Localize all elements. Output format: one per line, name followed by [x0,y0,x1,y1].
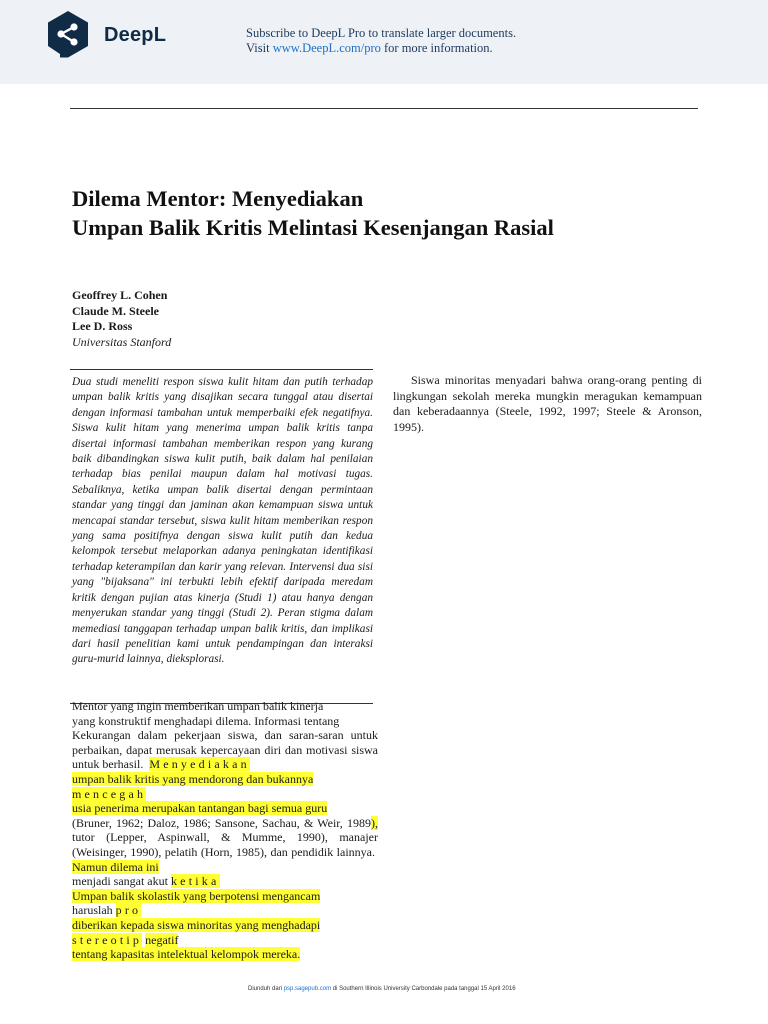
highlight: Umpan balik skolastik yang berpotensi mengancam [72,888,321,903]
body-line: Mentor yang ingin memberikan umpan balik kinerja [72,699,324,713]
highlight: umpan balik kritis yang mendorong dan bukannya [72,771,314,786]
body-line: haruslah pro [72,903,142,918]
highlight: negatif [145,932,179,947]
body-paragraph: Kekurangan dalam pekerjaan siswa, dan saran-saran untuk perbaikan, dapat merusak kepercayaan diri dan motivasi siswa untuk berhasil. Menyediakan [72,728,378,772]
highlight: stereotip [72,932,143,947]
highlight: mencegah [72,786,147,801]
body-line [72,801,378,816]
author-name: Claude M. Steele [72,303,159,318]
body-line [72,889,378,904]
body-line [72,918,378,933]
author-name: Geoffrey L. Cohen [72,288,168,302]
paper-title: Dilema Mentor: Menyediakan Umpan Balik Kritis Melintasi Kesenjangan Rasial [72,186,554,240]
abstract-rule [70,369,373,370]
highlight: Namun dilema ini [72,859,159,874]
promo-line-1: Subscribe to DeepL Pro to translate larger documents. [246,26,517,40]
highlight: Menyediakan [149,757,250,772]
top-rule [70,108,698,109]
body-line: yang konstruktif menghadapi dilema. Informasi tentang [72,713,340,728]
body-line: menjadi sangat akut ketika [72,874,220,889]
body-text [72,699,378,962]
deepl-pro-link[interactable]: www.DeepL.com/pro [272,41,381,55]
body-line [72,933,378,948]
highlight: ketika [170,874,220,889]
deepl-brand-name: DeepL [104,23,167,46]
body-paragraph: (Bruner, 1962; Daloz, 1986; Sansone, Sachau, & Weir, 1989), tutor (Lepper, Aspinwall, & Mumme, 1990), manajer (Weisinger, 1990), pelatih (Horn, 1985), dan pendidik lainnya. Namun dilema ini [72,815,378,874]
highlight: pro [115,903,142,918]
deepl-logo[interactable] [46,10,166,60]
body-line [72,947,378,962]
promo-line-2: Visit www.DeepL.com/pro for more information. [246,41,493,55]
abstract: Dua studi meneliti respon siswa kulit hitam dan putih terhadap umpan balik kritis yang disajikan secara tunggal atau disertai dengan informasi tambahan untuk memperbaiki efek negatifnya. Siswa kulit hitam yang menerima umpan balik kritis tanpa disertai informasi tambahan memberikan respon yang kurang baik dibandingkan siswa kulit putih, baik dalam hal penilaian terhadap bias penilai maupun dalam hal motivasi tugas. Sebaliknya, ketika umpan balik disertai dengan permintaan standar yang tinggi dan jaminan akan kemampuan siswa untuk mencapai standar tersebut, siswa kulit hitam memberikan respon yang sama positifnya dengan siswa kulit putih dan kedua kelompok tersebut melaporkan adanya peningkatan identifikasi terhadap keterampilan dan karir yang relevan. Intervensi dua sisi yang "bijaksana" ini terbukti lebih efektif daripada meredam kritik dengan pujian atas kinerja (Studi 1) atau hanya dengan menyerukan standar yang tinggi (Studi 2). Peran stigma dalam memediasi tanggapan terhadap umpan balik kritis, dan implikasi dari hasil penelitian kami untuk pendampingan dan interaksi guru-murid lainnya, dieksplorasi. [72,376,373,666]
author-block [72,288,171,350]
body-line [72,787,378,802]
right-column-paragraph: Siswa minoritas menyadari bahwa orang-orang penting di lingkungan sekolah mereka mungkin meragukan kemampuan dan keberadaannya (Steele, 1992, 1997; Steele & Aronson, 1995). [393,373,702,434]
sagepub-link[interactable]: psp.sagepub.com [283,986,332,992]
author-name: Lee D. Ross [72,319,133,333]
highlight: tentang kapasitas intelektual kelompok mereka. [72,947,301,962]
affiliation: Universitas Stanford [72,334,172,349]
highlight: diberikan kepada siswa minoritas yang menghadapi [72,917,321,932]
promo-text [246,26,516,56]
deepl-banner [0,0,768,84]
deepl-logo-icon [46,10,90,60]
download-footer: Diunduh dari psp.sagepub.com di Southern Illinois University Carbondale pada tanggal 15 April 2016 [248,986,516,992]
highlight: usia penerima merupakan tantangan bagi semua guru [72,801,328,816]
body-line [72,772,378,787]
